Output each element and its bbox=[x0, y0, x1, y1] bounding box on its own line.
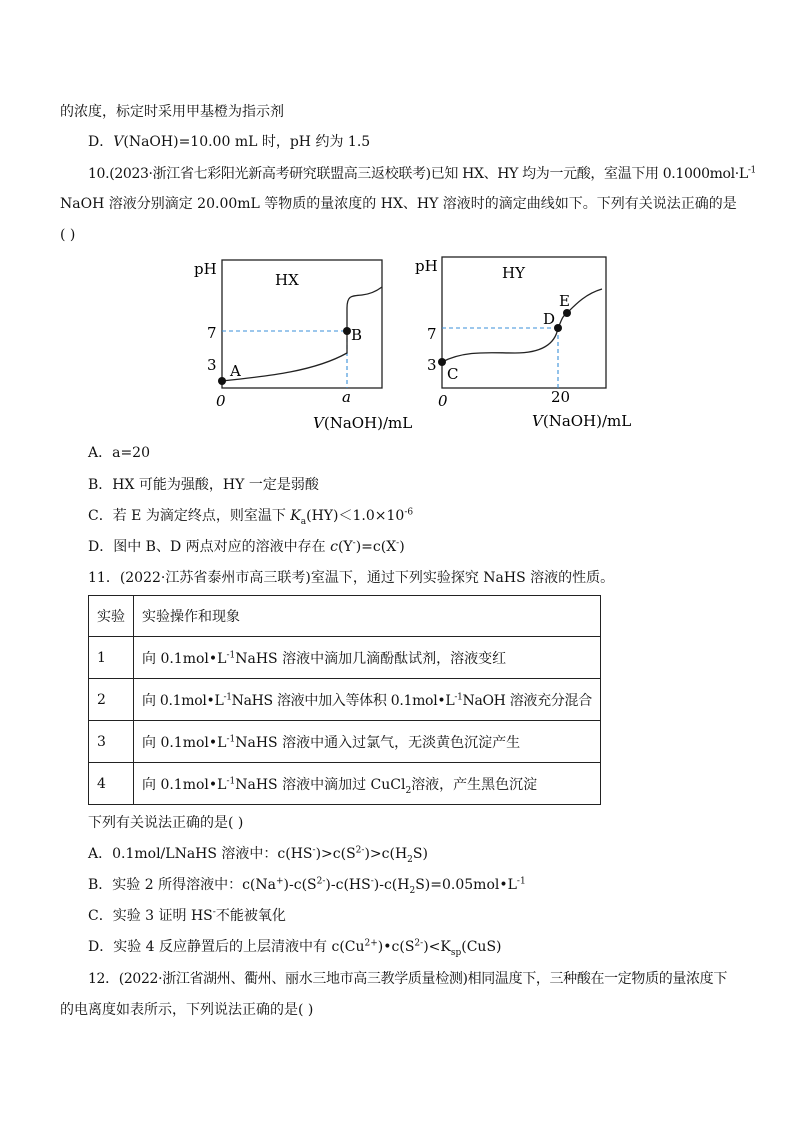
q11-ask: 下列有关说法正确的是( ) bbox=[88, 815, 244, 831]
hx-label-a: A bbox=[230, 362, 241, 380]
hy-titration-graph bbox=[410, 250, 640, 435]
hy-xlabel: V(NaOH)/mL bbox=[532, 412, 632, 430]
q10-option-a: A．a=20 bbox=[88, 445, 151, 461]
table-cell-text: 向 $0.1mol•L^{-1}NaHS$ 溶液中滴加几滴酚酞试剂，溶液变红 bbox=[134, 637, 601, 679]
q10-option-b: B．HX 可能为强酸，HY 一定是弱酸 bbox=[88, 477, 319, 493]
q10-option-d: D．图中 B、D 两点对应的溶液中存在 c(Y-)=c(X-) bbox=[88, 538, 405, 555]
q10-option-c: C．若 E 为滴定终点，则室温下 $K_a(HY)<1.0\times 10^{-6}$ bbox=[88, 507, 414, 527]
q12-stem-line2: 的电离度如表所示，下列说法正确的是( ) bbox=[60, 1002, 314, 1018]
q11-experiment-table bbox=[88, 595, 601, 805]
hy-title: HY bbox=[502, 264, 525, 282]
hx-label-b: B bbox=[351, 326, 363, 344]
hy-label-c: C bbox=[447, 365, 459, 383]
hy-ylabel: pH bbox=[415, 257, 438, 275]
q10-stem-line1: 10.(2023·浙江省七彩阳光新高考研究联盟高三返校联考)已知 HX、HY 均为一元酸，室温下用 $0.1000mol\cdot L^{-1}$ bbox=[88, 165, 756, 182]
table-cell-text: 向 $0.1mol•L^{-1}NaHS$ 溶液中通入过氯气，无淡黄色沉淀产生 bbox=[134, 721, 601, 763]
table-row bbox=[89, 763, 601, 805]
hx-titration-graph bbox=[190, 250, 420, 435]
hx-origin: 0 bbox=[216, 392, 226, 410]
hy-point-c bbox=[438, 358, 446, 366]
table-header-cell: 实验 bbox=[89, 596, 134, 637]
hx-point-b bbox=[343, 327, 351, 335]
hy-label-e: E bbox=[559, 292, 570, 310]
hy-tick-3: 3 bbox=[427, 356, 437, 374]
table-row bbox=[89, 637, 601, 679]
hy-curve bbox=[442, 289, 602, 362]
hy-tick-7: 7 bbox=[427, 325, 437, 343]
table-cell-number: 1 bbox=[89, 637, 134, 679]
hy-label-d: D bbox=[543, 310, 556, 328]
hy-xtick-20: 20 bbox=[551, 388, 571, 406]
hx-ylabel: pH bbox=[194, 260, 217, 278]
q11-stem: 11．(2022·江苏省泰州市高三联考)室温下，通过下列实验探究 NaHS 溶液的性质。 bbox=[88, 570, 615, 586]
q11-option-c: C．实验 3 证明 HS-不能被氧化 bbox=[88, 907, 286, 924]
table-cell-number: 3 bbox=[89, 721, 134, 763]
q10-answer-bracket: ( ) bbox=[60, 227, 76, 243]
hy-point-e bbox=[563, 309, 571, 317]
q10-stem-line2: NaOH 溶液分别滴定 20.00mL 等物质的量浓度的 HX、HY 溶液时的滴定曲线如下。下列有关说法正确的是 bbox=[60, 196, 737, 212]
hx-point-a bbox=[218, 377, 226, 385]
q11-option-b: B．实验 2 所得溶液中：$c(Na^+)-c(S^{2-})-c(HS^-)-c(H_2S)=0.05mol•L^{-1}$ bbox=[88, 876, 526, 896]
table-cell-text: 向 $0.1mol•L^{-1}NaHS$ 溶液中加入等体积 $0.1mol•L^{-1}NaOH$ 溶液充分混合 bbox=[134, 679, 601, 721]
table-cell-number: 2 bbox=[89, 679, 134, 721]
hx-xlabel: V(NaOH)/mL bbox=[313, 414, 413, 432]
table-cell-text: 向 $0.1mol•L^{-1}NaHS$ 溶液中滴加过 CuCl$_2$溶液，产生黑色沉淀 bbox=[134, 763, 601, 805]
q12-stem-line1: 12．(2022·浙江省湖州、衢州、丽水三地市高三教学质量检测)相同温度下，三种酸在一定物质的量浓度下 bbox=[88, 971, 727, 987]
hy-origin: 0 bbox=[438, 392, 448, 410]
hx-tick-3: 3 bbox=[207, 356, 217, 374]
table-row bbox=[89, 679, 601, 721]
table-row bbox=[89, 721, 601, 763]
table-header-row bbox=[89, 596, 601, 637]
hx-xtick-a: a bbox=[342, 388, 351, 406]
prev-option-d: D．V(NaOH)=10.00 mL 时，pH 约为 1.5 bbox=[88, 134, 371, 150]
table-cell-number: 4 bbox=[89, 763, 134, 805]
prev-question-line: 的浓度，标定时采用甲基橙为指示剂 bbox=[60, 104, 284, 120]
hx-tick-7: 7 bbox=[207, 324, 217, 342]
hy-point-d bbox=[554, 324, 562, 332]
q11-option-d: D．实验 4 反应静置后的上层清液中有 $c(Cu^{2+})•c(S^{2-})<K_{sp}(CuS)$ bbox=[88, 938, 502, 958]
hx-title: HX bbox=[275, 271, 299, 289]
table-header-cell: 实验操作和现象 bbox=[134, 596, 601, 637]
q11-option-a: A．0.1mol/LNaHS 溶液中：$c(HS^-)>c(S^{2-})>c(H_2S)$ bbox=[88, 845, 428, 865]
